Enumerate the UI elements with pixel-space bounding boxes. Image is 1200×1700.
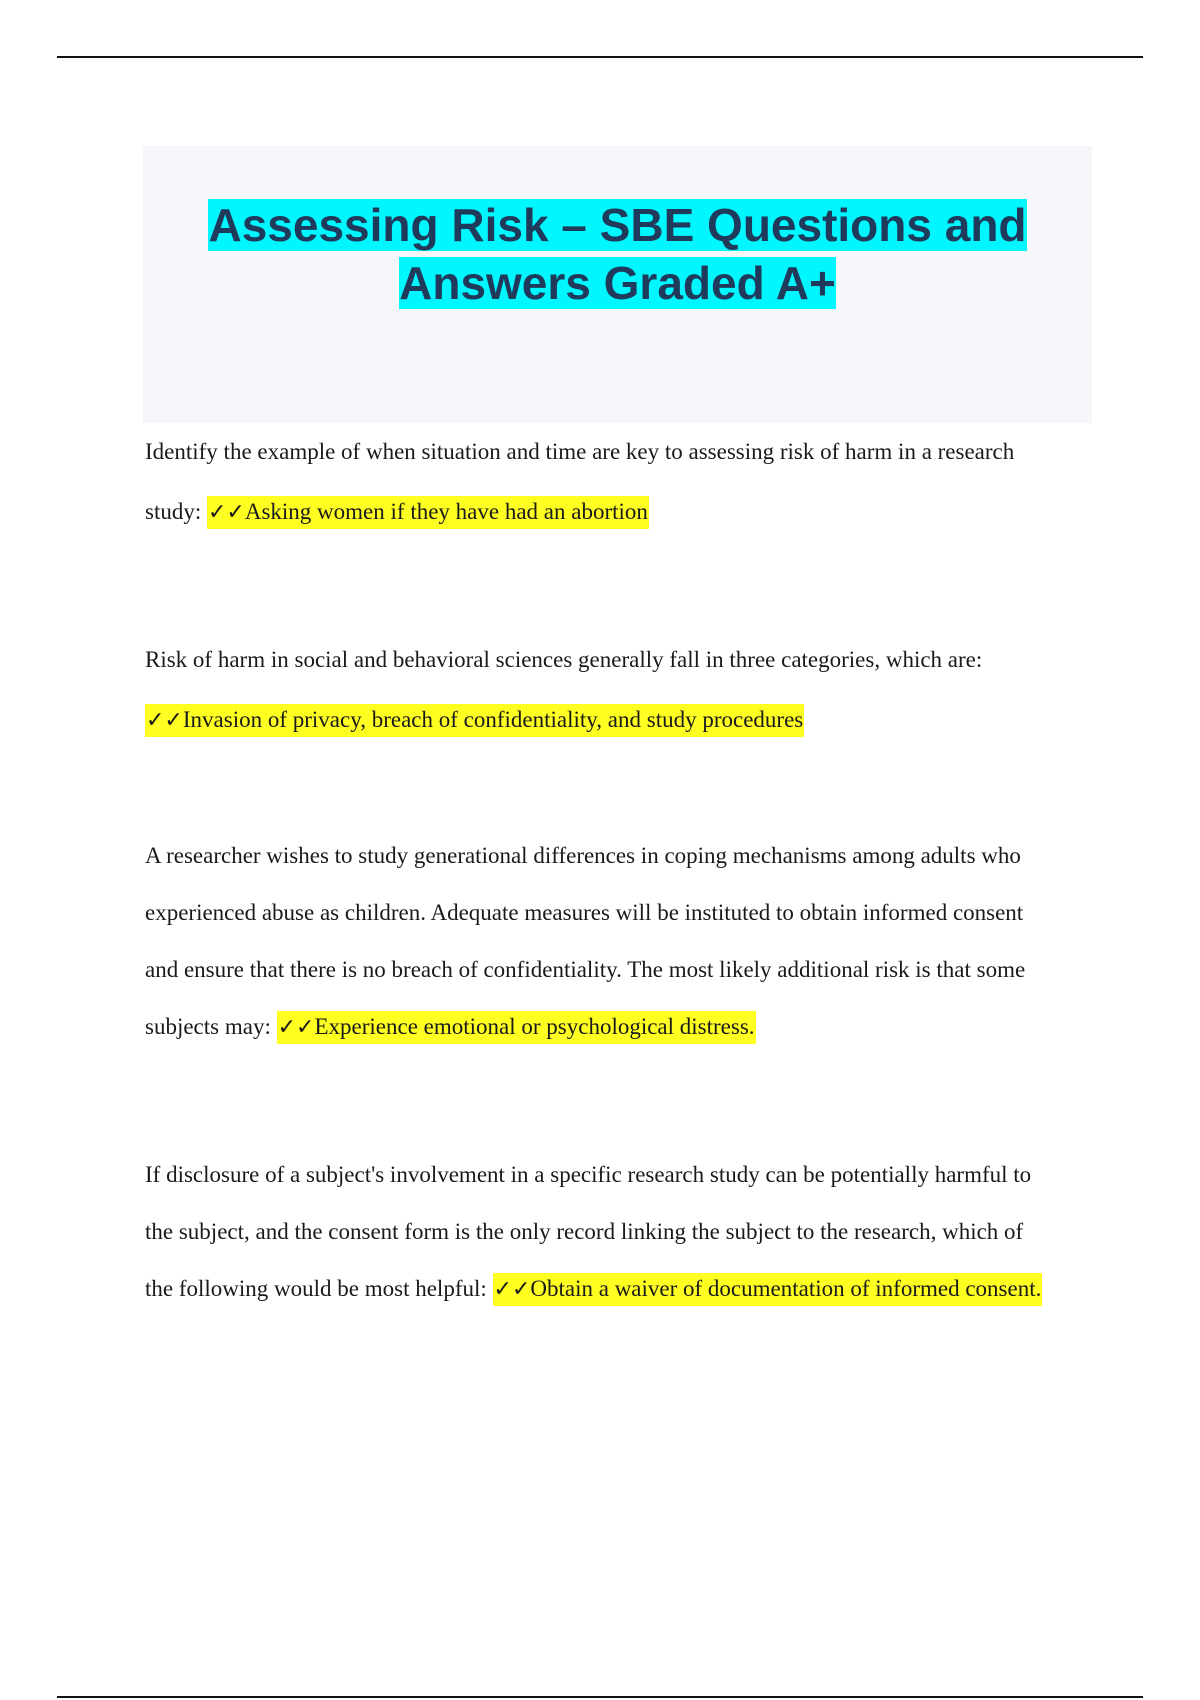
answer-highlight [145, 704, 804, 737]
question-line: experienced abuse as children. Adequate measures will be instituted to obtain informed consent [145, 900, 1024, 925]
qa-item-3 [145, 827, 1090, 1056]
title-line-1: Assessing Risk – SBE Questions and [208, 199, 1027, 251]
document-title [143, 196, 1092, 312]
question-line: and ensure that there is no breach of confidentiality. The most likely additional risk is that some [145, 957, 1026, 982]
checkmark-icon: ✓✓ [493, 1277, 531, 1302]
qa-item-2 [145, 630, 1090, 751]
checkmark-icon: ✓✓ [207, 500, 245, 525]
question-line: study: [145, 499, 207, 524]
title-line-2: Answers Graded A+ [399, 257, 836, 309]
footer-rule [57, 1696, 1143, 1698]
answer-highlight [277, 1011, 756, 1044]
question-line: subjects may: [145, 1014, 277, 1039]
question-line: If disclosure of a subject's involvement in a specific research study can be potentially harmful to [145, 1162, 1032, 1187]
question-line: Identify the example of when situation and time are key to assessing risk of harm in a research [145, 439, 1015, 464]
question-line: A researcher wishes to study generational differences in coping mechanisms among adults who [145, 843, 1021, 868]
answer-text: Asking women if they have had an abortion [244, 499, 648, 524]
qa-item-4 [145, 1146, 1090, 1318]
header-rule [57, 56, 1143, 58]
question-line: the following would be most helpful: [145, 1276, 493, 1301]
question-line: Risk of harm in social and behavioral sciences generally fall in three categories, which are: [145, 647, 983, 672]
answer-text: Experience emotional or psychological distress. [314, 1014, 755, 1039]
answer-text: Obtain a waiver of documentation of informed consent. [530, 1276, 1042, 1301]
checkmark-icon: ✓✓ [146, 708, 183, 733]
qa-item-1 [145, 422, 1090, 543]
question-line: the subject, and the consent form is the only record linking the subject to the research, which of [145, 1219, 1024, 1244]
answer-highlight [493, 1273, 1043, 1306]
answer-highlight [207, 496, 649, 529]
answer-text: Invasion of privacy, breach of confidentiality, and study procedures [182, 707, 804, 732]
checkmark-icon: ✓✓ [277, 1015, 315, 1040]
